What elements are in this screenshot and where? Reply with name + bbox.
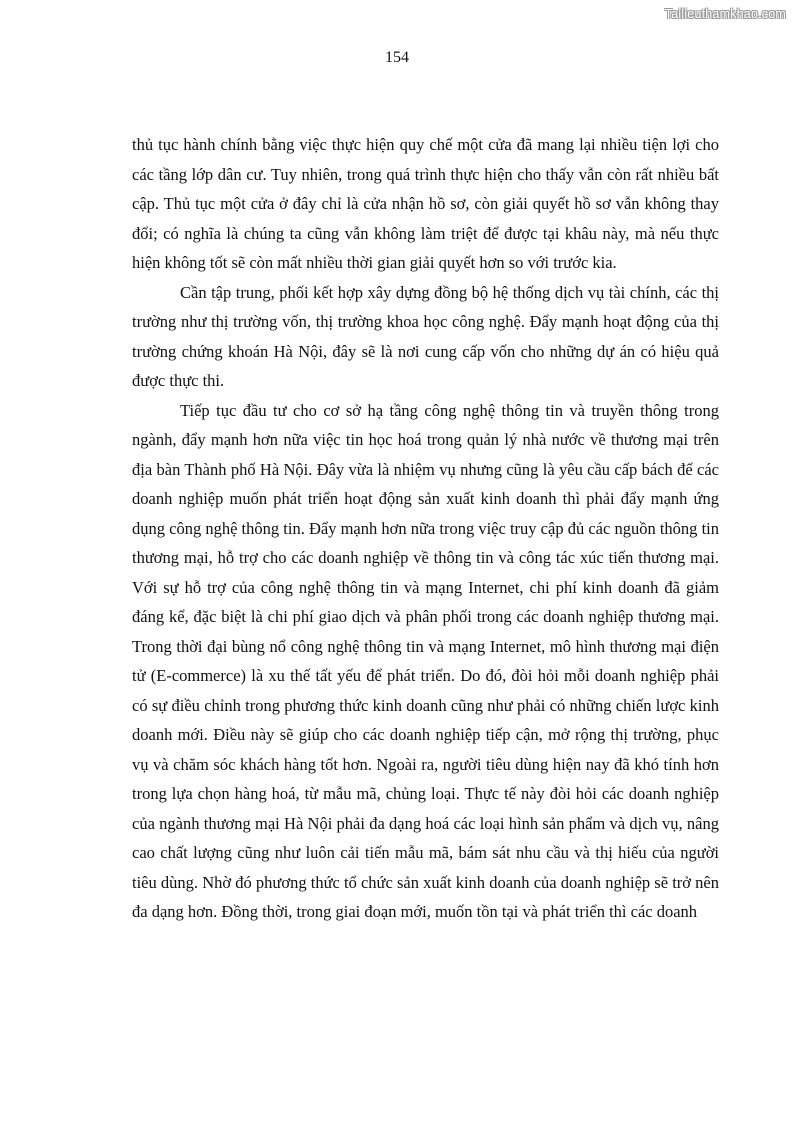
body-text — [132, 130, 719, 927]
watermark: Tailieuthamkhao.com — [664, 7, 786, 21]
page-number: 154 — [385, 49, 409, 66]
paragraph-it-infrastructure: Tiếp tục đầu tư cho cơ sở hạ tầng công nghệ thông tin và truyền thông trong ngành, đẩy mạnh hơn nữa việc tin học hoá trong quản lý nhà nước về thương mại trên địa bàn Thành phố Hà Nội. Đây vừa là nhiệm vụ nhưng cũng là yêu cầu cấp bách để các doanh nghiệp muốn phát triển hoạt động sản xuất kinh doanh thì phải đẩy mạnh ứng dụng công nghệ thông tin. Đẩy mạnh hơn nữa trong việc truy cập đủ các nguồn thông tin thương mại, hỗ trợ cho các doanh nghiệp về thông tin và công tác xúc tiến thương mại. Với sự hỗ trợ của công nghệ thông tin và mạng Internet, chi phí kinh doanh đã giảm đáng kể, đặc biệt là chi phí giao dịch và phân phối trong các doanh nghiệp thương mại. Trong thời đại bùng nổ công nghệ thông tin và mạng Internet, mô hình thương mại điện tử (E-commerce) là xu thế tất yếu để phát triển. Do đó, đòi hỏi mỗi doanh nghiệp phải có sự điều chỉnh trong phương thức kinh doanh cũng như phải có những chiến lược kinh doanh mới. Điều này sẽ giúp cho các doanh nghiệp tiếp cận, mở rộng thị trường, phục vụ và chăm sóc khách hàng tốt hơn. Ngoài ra, người tiêu dùng hiện nay đã khó tính hơn trong lựa chọn hàng hoá, từ mẫu mã, chủng loại. Thực tế này đòi hỏi các doanh nghiệp của ngành thương mại Hà Nội phải đa dạng hoá các loại hình sản phẩm và dịch vụ, nâng cao chất lượng cũng như luôn cải tiến mẫu mã, bám sát nhu cầu và thị hiếu của người tiêu dùng. Nhờ đó phương thức tổ chức sản xuất kinh doanh của doanh nghiệp sẽ trở nên đa dạng hơn. Đồng thời, trong giai đoạn mới, muốn tồn tại và phát triển thì các doanh — [132, 400, 719, 921]
paragraph-financial-services: Cần tập trung, phối kết hợp xây dựng đồng bộ hệ thống dịch vụ tài chính, các thị trường như thị trường vốn, thị trường khoa học công nghệ. Đẩy mạnh hoạt động của thị trường chứng khoán Hà Nội, đây sẽ là nơi cung cấp vốn cho những dự án có hiệu quả được thực thi. — [132, 282, 719, 390]
paragraph-continuation: thủ tục hành chính bằng việc thực hiện quy chế một cửa đã mang lại nhiều tiện lợi cho các tầng lớp dân cư. Tuy nhiên, trong quá trình thực hiện cho thấy vẫn còn rất nhiều bất cập. Thủ tục một cửa ở đây chỉ là cửa nhận hồ sơ, còn giải quyết hồ sơ vẫn không thay đổi; có nghĩa là chúng ta cũng vẫn không làm triệt để được tại khâu này, mà nếu thực hiện không tốt sẽ còn mất nhiều thời gian giải quyết hơn so với trước kia. — [132, 135, 719, 272]
